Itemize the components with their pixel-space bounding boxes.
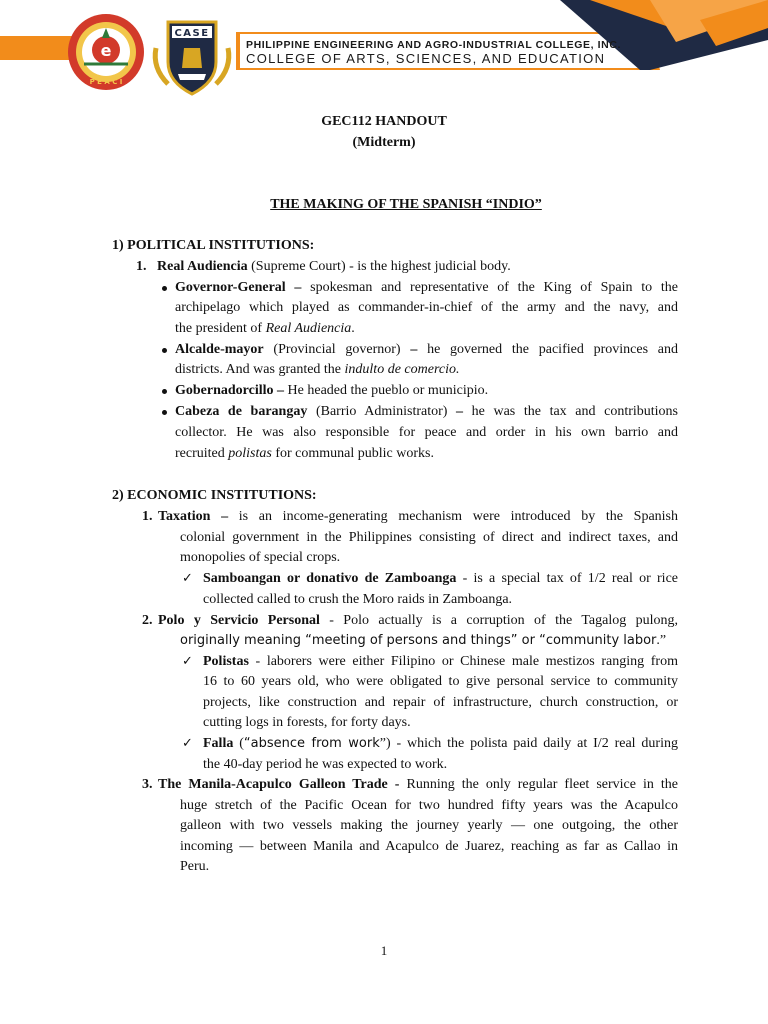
list-item-continuation: galleon with two vessels making the journey yearly — one outgoing, the other — [180, 818, 678, 833]
svg-text:e: e — [100, 41, 112, 60]
list-item: Taxation – is an income-generating mechanism were introduced by the Spanish — [158, 509, 678, 524]
list-item-continuation: Peru. — [180, 859, 210, 874]
page-number: 1 — [380, 943, 388, 958]
sub-item: Falla (“absence from work”) - which the polista paid daily at I/2 real during — [203, 736, 678, 751]
list-item-continuation: monopolies of special crops. — [180, 550, 341, 565]
list-item-continuation: huge stretch of the Pacific Ocean for two hundred fifty years was the Acapulco — [180, 798, 678, 813]
list-item-continuation: archipelago which played as commander-in-chief of the army and the navy, and — [175, 300, 678, 315]
section-heading: THE MAKING OF THE SPANISH “INDIO” — [270, 197, 542, 212]
list-item: Gobernadorcillo – He headed the pueblo or municipio. — [175, 383, 489, 398]
bullet-icon — [162, 389, 167, 394]
term: Real Audiencia — [157, 259, 248, 274]
handout-subtitle: (Midterm) — [352, 135, 416, 150]
list-item-continuation: recruited polistas for communal public works. — [175, 446, 434, 461]
list-number: 1. — [142, 509, 153, 524]
sub-item-continuation: 16 to 60 years old, who were obligated to give personal service to community — [203, 674, 678, 689]
checkmark-icon: ✓ — [182, 571, 193, 586]
economic-institutions-heading: 2) ECONOMIC INSTITUTIONS: — [112, 488, 317, 503]
list-item-continuation: originally meaning “meeting of persons and things” or “community labor.” — [180, 633, 667, 648]
list-item: The Manila-Acapulco Galleon Trade - Running the only regular fleet service in the — [158, 777, 679, 792]
list-item-continuation: collector. He was also responsible for peace and order in his own barrio and — [175, 425, 678, 440]
list-item: Governor-General – spokesman and representative of the King of Spain to the — [175, 280, 678, 295]
list-number: 2. — [142, 613, 153, 628]
political-institutions-heading: 1) POLITICAL INSTITUTIONS: — [112, 238, 315, 253]
checkmark-icon: ✓ — [182, 654, 193, 669]
institution-name: PHILIPPINE ENGINEERING AND AGRO-INDUSTRIAL COLLEGE, INC. — [246, 39, 622, 51]
list-item-continuation: the president of Real Audiencia. — [175, 321, 355, 336]
list-item: Cabeza de barangay (Barrio Administrator) – he was the tax and contributions — [175, 404, 678, 419]
case-logo-text: CASE — [174, 28, 210, 39]
peaci-seal-logo — [66, 12, 146, 92]
list-item-continuation: districts. And was granted the indulto de comercio. — [175, 362, 460, 377]
sub-item: Polistas - laborers were either Filipino or Chinese male mestizos ranging from — [203, 654, 678, 669]
list-item: Polo y Servicio Personal - Polo actually is a corruption of the Tagalog pulong, — [158, 613, 678, 628]
list-item-continuation: incoming — between Manila and Acapulco de Juarez, reaching as far as Callao in — [180, 839, 678, 854]
list-item-continuation: colonial government in the Philippines consisting of direct and indirect taxes, and — [180, 530, 678, 545]
list-item: Alcalde-mayor (Provincial governor) – he governed the pacified provinces and — [175, 342, 678, 357]
bullet-icon — [162, 286, 167, 291]
case-shield-logo — [146, 18, 238, 98]
sub-item-continuation: the 40-day period he was expected to work. — [203, 757, 448, 772]
sub-item-continuation: collected called to crush the Moro raids in Zamboanga. — [203, 592, 513, 607]
checkmark-icon: ✓ — [182, 736, 193, 751]
college-name: COLLEGE OF ARTS, SCIENCES, AND EDUCATION — [246, 51, 606, 66]
sub-item: Samboangan or donativo de Zamboanga - is a special tax of 1/2 real or rice — [203, 571, 678, 586]
peaci-logo-text: P E A C I — [89, 78, 123, 86]
sub-item-continuation: projects, like construction and repair of infrastructure, church construction, or — [203, 695, 678, 710]
college-header-banner — [0, 0, 768, 100]
sub-item-continuation: cutting logs in forests, for forty days. — [203, 715, 411, 730]
list-number: 3. — [142, 777, 153, 792]
bullet-icon — [162, 410, 167, 415]
list-item: 1. Real Audiencia (Supreme Court) - is the highest judicial body. — [136, 259, 511, 274]
bullet-icon — [162, 348, 167, 353]
handout-title: GEC112 HANDOUT — [321, 114, 447, 129]
